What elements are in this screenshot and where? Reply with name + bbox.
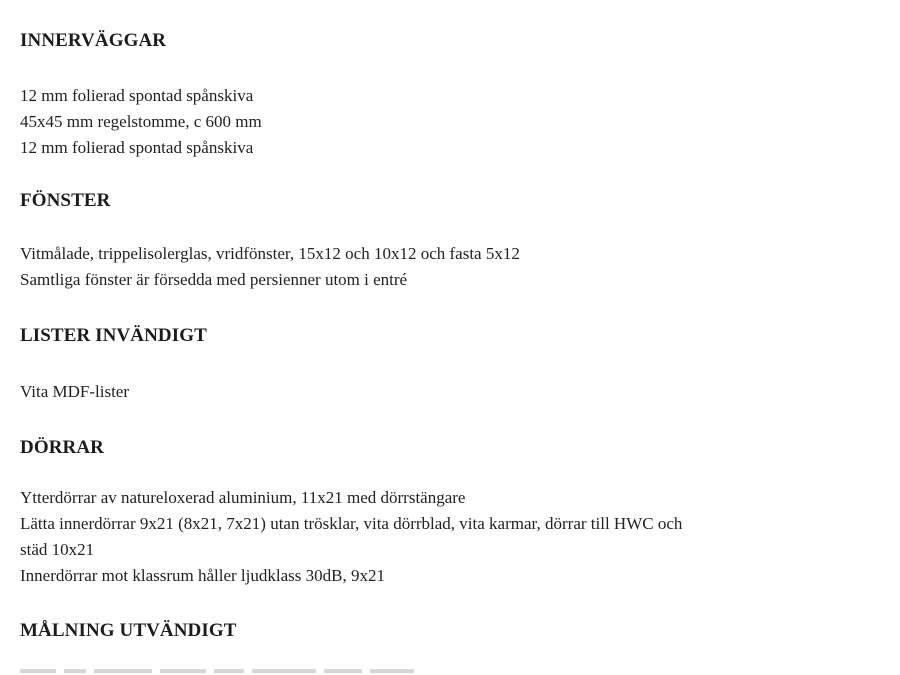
- innervaggar-line-1: 12 mm folierad spontad spånskiva: [20, 86, 254, 105]
- fonster-line-2: Samtliga fönster är försedda med persienner utom i entré: [20, 270, 408, 289]
- section-heading-malning-utvandigt: MÅLNING UTVÄNDIGT: [20, 620, 237, 641]
- section-heading-lister-invandigt: LISTER INVÄNDIGT: [20, 325, 207, 346]
- dorrar-line-3: städ 10x21: [20, 540, 95, 559]
- innervaggar-line-2: 45x45 mm regelstomme, c 600 mm: [20, 112, 262, 131]
- section-heading-dorrar: DÖRRAR: [20, 437, 104, 458]
- innervaggar-line-3: 12 mm folierad spontad spånskiva: [20, 138, 254, 157]
- dorrar-line-4: Innerdörrar mot klassrum håller ljudklass 30dB, 9x21: [20, 566, 385, 585]
- dorrar-line-1: Ytterdörrar av natureloxerad aluminium, 11x21 med dörrstängare: [20, 488, 466, 507]
- lister-line-1: Vita MDF-lister: [20, 382, 129, 401]
- section-heading-innervaggar: INNERVÄGGAR: [20, 30, 167, 51]
- cropped-text-remnant: [20, 666, 440, 675]
- dorrar-line-2: Lätta innerdörrar 9x21 (8x21, 7x21) utan trösklar, vita dörrblad, vita karmar, dörrar till HWC och: [20, 514, 683, 533]
- fonster-line-1: Vitmålade, trippelisolerglas, vridfönster, 15x12 och 10x12 och fasta 5x12: [20, 244, 520, 263]
- section-heading-fonster: FÖNSTER: [20, 190, 111, 211]
